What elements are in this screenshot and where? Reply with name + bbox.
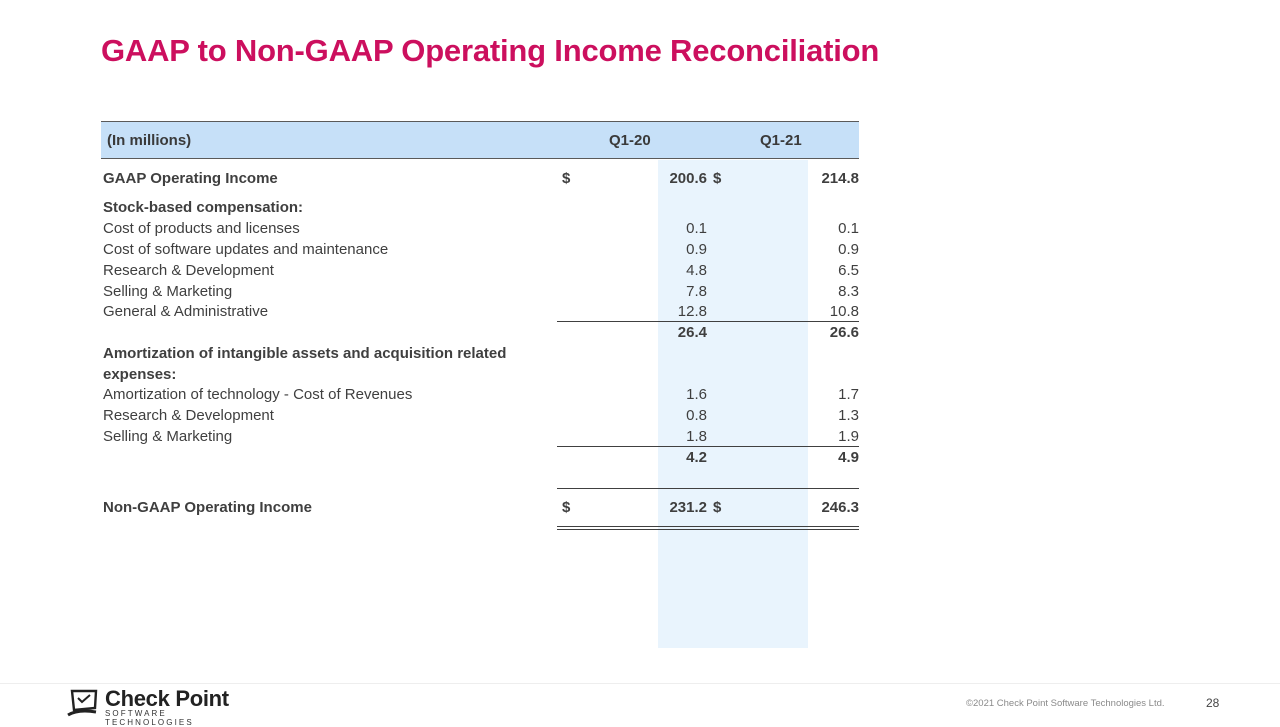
- section-heading: expenses:: [103, 366, 177, 383]
- table-row: [101, 282, 859, 302]
- amortization-heading-row-2: [101, 365, 859, 385]
- subtotal-rule: [557, 446, 859, 447]
- table-row: [101, 261, 859, 281]
- footer-divider: [0, 683, 1280, 684]
- table-header: [101, 121, 859, 159]
- table-row: [101, 240, 859, 260]
- amortization-subtotal-row: [101, 448, 859, 468]
- value-q1-20: 200.6: [669, 170, 707, 187]
- value-q1-20: 231.2: [669, 499, 707, 516]
- row-label: Selling & Marketing: [103, 283, 233, 300]
- value-q1-20: 1.6: [686, 386, 707, 403]
- check-point-logo: [66, 686, 246, 727]
- header-label: (In millions): [107, 132, 192, 149]
- value-q1-21: 10.8: [829, 303, 859, 320]
- value-q1-20: 4.8: [686, 262, 707, 279]
- section-heading: Amortization of intangible assets and acquisition related: [103, 345, 507, 362]
- value-q1-21: 1.9: [838, 428, 859, 445]
- check-point-logo-icon: [66, 688, 102, 718]
- amortization-heading-row: [101, 344, 859, 364]
- header-q1-21: Q1-21: [760, 132, 802, 149]
- row-label: Research & Development: [103, 262, 274, 279]
- value-q1-21: 0.1: [838, 220, 859, 237]
- value-q1-20: 7.8: [686, 283, 707, 300]
- double-rule-bottom: [557, 529, 859, 530]
- value-q1-21: 8.3: [838, 283, 859, 300]
- table-row: [101, 302, 859, 322]
- header-q1-20: Q1-20: [609, 132, 651, 149]
- sbc-subtotal-row: [101, 323, 859, 343]
- dollar-sign: $: [713, 499, 722, 516]
- value-q1-21: 6.5: [838, 262, 859, 279]
- value-q1-21: 246.3: [821, 499, 859, 516]
- value-q1-21: 0.9: [838, 241, 859, 258]
- value-q1-21: 1.3: [838, 407, 859, 424]
- section-heading: Stock-based compensation:: [103, 199, 304, 216]
- table-row: [101, 385, 859, 405]
- table-row: [101, 427, 859, 447]
- value-q1-20: 0.1: [686, 220, 707, 237]
- gaap-operating-income-row: [101, 169, 859, 189]
- row-label: Research & Development: [103, 407, 274, 424]
- subtotal-rule: [557, 321, 859, 322]
- value-q1-21: 26.6: [829, 324, 859, 341]
- row-label: GAAP Operating Income: [103, 170, 278, 187]
- value-q1-20: 26.4: [677, 324, 707, 341]
- value-q1-20: 12.8: [677, 303, 707, 320]
- double-rule-top: [557, 526, 859, 527]
- row-label: General & Administrative: [103, 303, 269, 320]
- logo-subtitle: SOFTWARE TECHNOLOGIES: [105, 709, 194, 727]
- value-q1-21: 214.8: [821, 170, 859, 187]
- row-label: Selling & Marketing: [103, 428, 233, 445]
- row-label: Amortization of technology - Cost of Revenues: [103, 386, 413, 403]
- value-q1-21: 1.7: [838, 386, 859, 403]
- value-q1-20: 4.2: [686, 449, 707, 466]
- dollar-sign: $: [562, 499, 571, 516]
- dollar-sign: $: [562, 170, 571, 187]
- table-row: [101, 219, 859, 239]
- sbc-heading-row: [101, 198, 859, 218]
- row-label: Cost of software updates and maintenance: [103, 241, 389, 258]
- row-label: Non-GAAP Operating Income: [103, 499, 312, 516]
- copyright-text: ©2021 Check Point Software Technologies Ltd.: [966, 698, 1165, 709]
- non-gaap-operating-income-row: [101, 498, 859, 518]
- value-q1-21: 4.9: [838, 449, 859, 466]
- total-rule: [557, 488, 859, 489]
- page-number: 28: [1206, 696, 1220, 710]
- value-q1-20: 0.8: [686, 407, 707, 424]
- logo-name: Check Point: [105, 686, 229, 711]
- row-label: Cost of products and licenses: [103, 220, 300, 237]
- table-row: [101, 406, 859, 426]
- dollar-sign: $: [713, 170, 722, 187]
- slide-title: GAAP to Non-GAAP Operating Income Reconciliation: [101, 33, 880, 68]
- value-q1-20: 1.8: [686, 428, 707, 445]
- value-q1-20: 0.9: [686, 241, 707, 258]
